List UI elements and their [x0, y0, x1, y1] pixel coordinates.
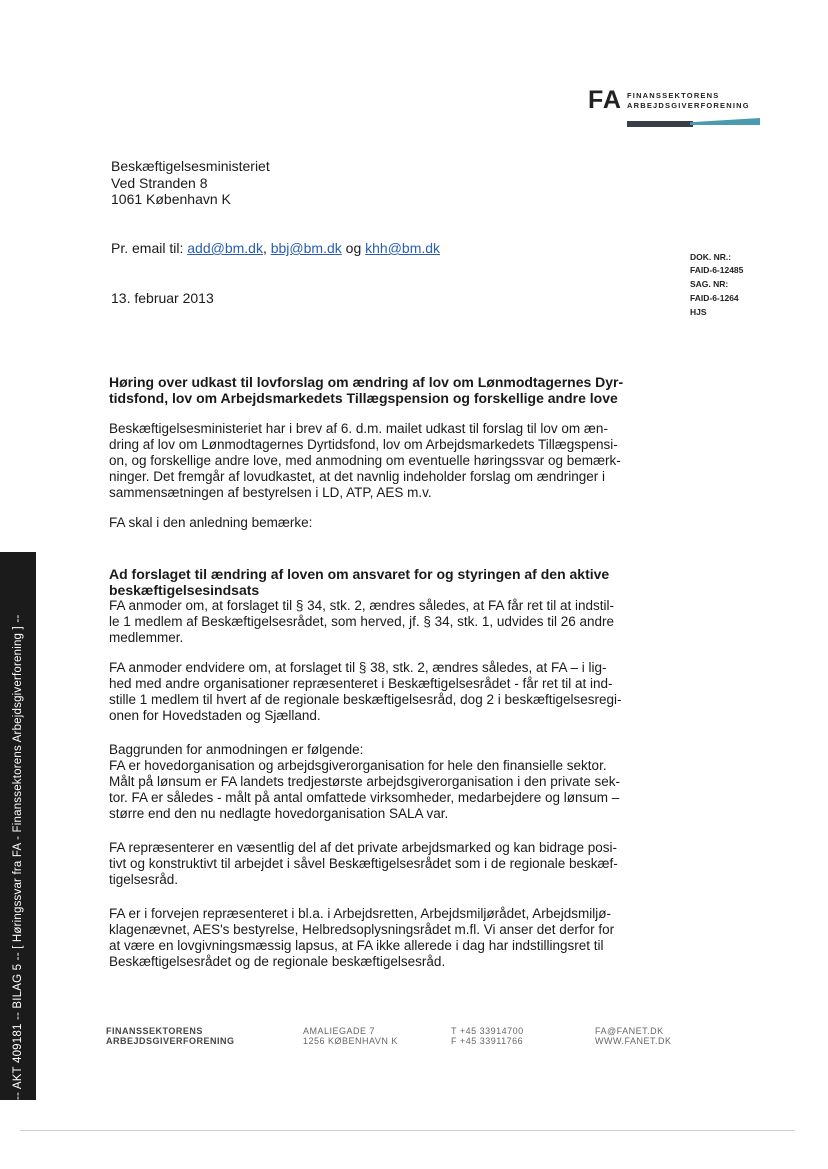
intro-line-4: ninger. Det fremgår af lovudkastet, at det navnlig indeholder forslag om ændringer i — [109, 469, 606, 484]
email-link-bbj[interactable]: bbj@bm.dk — [270, 240, 342, 256]
footer-fax: F +45 33911766 — [451, 1036, 524, 1046]
doc-number-label: DOK. NR.: — [690, 252, 732, 262]
email-prefix: Pr. email til: — [111, 240, 184, 256]
paragraph-line: klagenævnet, AES's bestyrelse, Helbredsoplysningsrådet m.fl. Vi anser det derfor for — [109, 922, 615, 937]
email-link-khh[interactable]: khh@bm.dk — [365, 240, 441, 256]
paragraph-line: FA anmoder om, at forslaget til § 34, stk. 2, ændres således, at FA får ret til at indstil- — [109, 598, 614, 613]
paragraph-line: at være en lovgivningsmæssig lapsus, at FA ikke allerede i dag har indstillingsret til — [109, 938, 604, 953]
document-stamp — [0, 552, 36, 1100]
paragraph-line: Målt på lønsum er FA landets tredjestørste arbejdsgiverorganisation i den private sek- — [109, 774, 620, 789]
paragraph-line: FA repræsenterer en væsentlig del af det private arbejdsmarked og kan bidrage posi- — [109, 840, 618, 855]
document-stamp-text: -- AKT 409181 -- BILAG 5 -- [ Høringssvar fra FA - Finanssektorens Arbejdsgiverforening ] -- — [12, 614, 24, 1100]
footer-city: 1256 KØBENHAVN K — [303, 1036, 398, 1046]
paragraph-line: FA anmoder endvidere om, at forslaget til § 38, stk. 2, ændres således, at FA – i lig- — [109, 660, 607, 675]
intro-paragraph — [109, 421, 694, 501]
footer-org-line-1: FINANSSEKTORENS — [106, 1026, 203, 1036]
paragraph-line: større end den nu nedlagte hovedorganisation SALA var. — [109, 806, 449, 821]
paragraph-line: FA er hovedorganisation og arbejdsgiverorganisation for hele den finansielle sektor. — [109, 758, 607, 773]
intro-line-2: dring af lov om Lønmodtagernes Dyrtidsfond, lov om Arbejdsmarkedets Tillægspensi- — [109, 437, 618, 452]
letter-date: 13. februar 2013 — [111, 290, 214, 306]
email-separator: , — [262, 240, 267, 256]
paragraph-line: stille 1 medlem til hvert af de regionale beskæftigelsesråd, dog 2 i beskæftigelsesregi- — [109, 692, 622, 707]
recipient-line-2: Ved Stranden 8 — [111, 175, 208, 191]
paragraph-line: le 1 medlem af Beskæftigelsesrådet, som herved, jf. § 34, stk. 1, udvides til 26 andre — [109, 614, 615, 629]
paragraph-line: FA er i forvejen repræsenteret i bl.a. i Arbejdsretten, Arbejdsmiljørådet, Arbejdsmiljø- — [109, 906, 611, 921]
paragraph-5 — [109, 906, 694, 970]
paragraph-4 — [109, 840, 694, 888]
logo-line-1: FINANSSEKTORENS — [627, 91, 720, 100]
recipient-line-1: Beskæftigelsesministeriet — [111, 158, 270, 174]
section-heading-line-1: Ad forslaget til ændring af loven om ansvaret for og styringen af den aktive — [109, 566, 610, 582]
footer-org-line-2: ARBEJDSGIVERFORENING — [106, 1036, 235, 1046]
paragraph-line: onen for Hovedstaden og Sjælland. — [109, 708, 321, 723]
paragraph-line: tor. FA er således - målt på antal omfattede virksomheder, medarbejdere og lønsum – — [109, 790, 620, 805]
footer-web: WWW.FANET.DK — [595, 1036, 672, 1046]
footer-address — [303, 1026, 398, 1046]
paragraph-2 — [109, 660, 694, 724]
footer-street: AMALIEGADE 7 — [303, 1026, 376, 1036]
initials: HJS — [690, 307, 707, 317]
section-heading-line-2: beskæftigelsesindsats — [109, 582, 260, 598]
email-line — [111, 240, 440, 256]
logo-line-2: ARBEJDSGIVERFORENING — [627, 101, 750, 110]
recipient-line-3: 1061 København K — [111, 191, 231, 207]
footer-telephone: T +45 33914700 — [451, 1026, 524, 1036]
bottom-rule — [20, 1130, 795, 1131]
footer-email: FA@FANET.DK — [595, 1026, 664, 1036]
logo-mark: FA — [588, 86, 622, 114]
subject-line-1: Høring over udkast til lovforslag om ændring af lov om Lønmodtagernes Dyr- — [109, 374, 624, 390]
footer-contact — [595, 1026, 672, 1046]
paragraph-line: hed med andre organisationer repræsenteret i Beskæftigelsesrådet - får ret til at ind- — [109, 676, 613, 691]
paragraph-line: Baggrunden for anmodningen er følgende: — [109, 742, 364, 757]
case-number-label: SAG. NR: — [690, 279, 729, 289]
footer-phone — [451, 1026, 524, 1046]
paragraph-line: tigelsesråd. — [109, 872, 179, 887]
remark: FA skal i den anledning bemærke: — [109, 515, 313, 530]
email-link-add[interactable]: add@bm.dk — [187, 240, 263, 256]
email-separator-og: og — [345, 240, 362, 256]
paragraph-3 — [109, 742, 694, 822]
footer-org — [106, 1026, 235, 1046]
paragraph-line: medlemmer. — [109, 630, 184, 645]
intro-line-5: sammensætningen af bestyrelsen i LD, ATP, AES m.v. — [109, 485, 432, 500]
paragraph-line: Beskæftigelsesrådet og de regionale beskæftigelsesråd. — [109, 954, 446, 969]
logo-bar-teal — [690, 118, 760, 125]
case-number-value: FAID-6-1264 — [690, 293, 739, 303]
subject-line-2: tidsfond, lov om Arbejdsmarkedets Tillægspension og forskellige andre love — [109, 390, 618, 406]
subject-heading — [109, 374, 694, 406]
logo-bar-dark — [627, 121, 693, 127]
section-heading — [109, 566, 694, 598]
intro-line-3: on, og forskellige andre love, med anmodning om eventuelle høringssvar og bemærk- — [109, 453, 621, 468]
paragraph-line: tivt og konstruktivt til arbejdet i såvel Beskæftigelsesrådet som i de regionale beskæf- — [109, 856, 618, 871]
intro-line-1: Beskæftigelsesministeriet har i brev af 6. d.m. mailet udkast til forslag til lov om æn- — [109, 421, 608, 436]
doc-number-value: FAID-6-12485 — [690, 265, 744, 275]
paragraph-1 — [109, 598, 694, 646]
